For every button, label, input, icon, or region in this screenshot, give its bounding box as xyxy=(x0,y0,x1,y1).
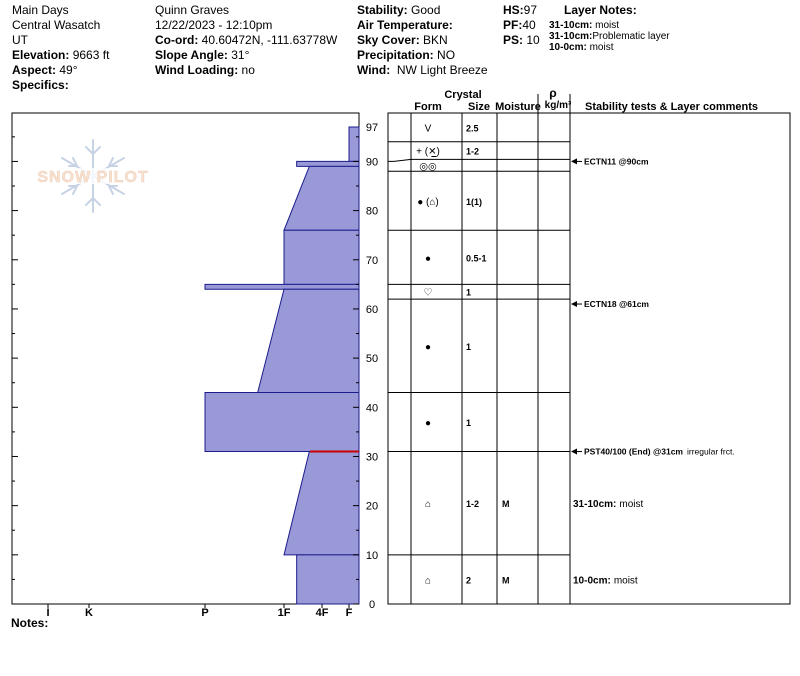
layer-comment: 31-10cm: moist xyxy=(573,499,644,511)
grain-form: ⌂ xyxy=(424,499,432,511)
sky-label: Sky Cover: xyxy=(357,33,420,47)
grain-size: 0.5-1 xyxy=(466,253,487,264)
observer-name: Quinn Graves xyxy=(155,3,230,17)
header-moisture: Moisture xyxy=(495,101,541,113)
wind-loading-value: no xyxy=(241,63,255,77)
stability-test-extra: irregular frct. xyxy=(687,446,735,457)
ps-label: PS: xyxy=(503,33,524,47)
grain-size: 1-2 xyxy=(466,146,480,157)
grain-size: 2 xyxy=(466,575,472,586)
header-location-2: Central Wasatch xyxy=(12,18,101,32)
sky-value: BKN xyxy=(423,33,448,47)
hardness-tick-label: I xyxy=(46,607,50,619)
header-size: Size xyxy=(467,101,491,113)
layer-note-label: 10-0cm: xyxy=(549,42,587,53)
stability-test-label: ECTN11 @90cm xyxy=(584,156,649,167)
depth-tick-label: 60 xyxy=(365,303,379,316)
layer-note-label: 31-10cm: xyxy=(549,20,593,31)
layer-note-text: moist xyxy=(589,42,614,53)
layer-comment-text: moist xyxy=(613,575,638,587)
observation-datetime: 12/22/2023 - 12:10pm xyxy=(155,18,273,32)
snowpilot-watermark xyxy=(34,140,153,212)
hardness-layer xyxy=(297,161,359,166)
arrow-head-icon xyxy=(571,449,577,455)
depth-tick-label: 80 xyxy=(365,205,379,218)
grain-form: + (✕̲) xyxy=(416,146,440,158)
stability-test-label: PST40/100 (End) @31cm irregular frct. xyxy=(584,446,735,457)
grain-size: 2.5 xyxy=(466,123,479,134)
grain-form: ♡ xyxy=(423,287,433,299)
wind-value: NW Light Breeze xyxy=(396,63,488,77)
wind-loading-label: Wind Loading: xyxy=(155,63,239,77)
elevation-value: 9663 ft xyxy=(72,48,110,62)
depth-tick-label: 50 xyxy=(365,353,379,366)
layer-comment: 10-0cm: moist xyxy=(573,575,638,587)
precip-label: Precipitation: xyxy=(357,48,434,62)
layer-table-frame xyxy=(388,113,790,604)
hardness-tick-label: K xyxy=(85,607,93,619)
hardness-layer xyxy=(205,393,359,452)
arrow-head-icon xyxy=(571,158,577,164)
header-rho: ρ xyxy=(549,86,557,100)
grain-form: ◎◎ xyxy=(419,161,437,173)
moisture-value: M xyxy=(502,575,510,586)
slope-value: 31° xyxy=(231,48,250,62)
aspect-value: 49° xyxy=(59,63,78,77)
stability-value: Good xyxy=(411,3,441,17)
grain-size: 1 xyxy=(466,341,472,352)
slope-label: Slope Angle: xyxy=(155,48,228,62)
header-location-1: Main Days xyxy=(12,3,69,17)
depth-tick-label: 10 xyxy=(365,549,379,562)
grain-size: 1 xyxy=(466,287,472,298)
grain-form: ● xyxy=(424,418,432,430)
hs-value: 97 xyxy=(523,3,538,17)
watermark-text: SNOW PILOT xyxy=(37,169,149,186)
grain-form: ● xyxy=(424,253,432,265)
stability-label: Stability: xyxy=(357,3,408,17)
depth-tick-label: 20 xyxy=(365,500,379,513)
specifics-label: Specifics: xyxy=(12,78,69,92)
header-form: Form xyxy=(414,101,442,113)
ps-value: 10 xyxy=(526,33,540,47)
depth-tick-label: 30 xyxy=(365,451,379,464)
layer-note-label: 31-10cm: xyxy=(549,31,593,42)
depth-tick-label: 40 xyxy=(365,402,379,415)
depth-tick-label: 0 xyxy=(368,599,376,611)
hardness-layer xyxy=(284,166,359,230)
grain-size: 1-2 xyxy=(466,499,480,510)
hardness-tick-label: 1F xyxy=(277,607,291,619)
header-density: kg/m³ xyxy=(544,100,572,111)
aspect-label: Aspect: xyxy=(12,63,57,77)
layer-note-text: Problematic layer xyxy=(592,31,670,42)
depth-tick-label: 70 xyxy=(365,254,379,267)
depth-tick-label: 97 xyxy=(365,122,379,134)
layer-comment-text: moist xyxy=(619,499,644,511)
stability-test-label: ECTN18 @61cm xyxy=(584,299,649,310)
header-stability-tests: Stability tests & Layer comments xyxy=(585,101,759,113)
precip-value: NO xyxy=(437,48,456,62)
air-temp-label: Air Temperature: xyxy=(357,18,453,32)
header-crystal: Crystal xyxy=(444,89,482,101)
grain-form: ⌂ xyxy=(424,575,432,587)
hardness-tick-label: P xyxy=(201,607,209,619)
pf-label: PF: xyxy=(503,18,523,32)
grain-size: 1(1) xyxy=(466,196,483,207)
header-location-3: UT xyxy=(12,33,28,47)
arrow-head-icon xyxy=(571,301,577,307)
hardness-tick-label: 4F xyxy=(315,607,329,619)
hardness-layer xyxy=(284,230,359,284)
hardness-tick-label: F xyxy=(345,607,353,619)
coord-value: 40.60472N, -111.63778W xyxy=(201,33,338,47)
hardness-layer xyxy=(205,284,359,289)
hardness-layer xyxy=(349,127,359,161)
grain-form: ● (⌂) xyxy=(417,196,439,208)
hardness-layer xyxy=(258,289,359,392)
layer-note-text: moist xyxy=(595,20,620,31)
elevation-label: Elevation: xyxy=(12,48,70,62)
hardness-layer xyxy=(284,452,359,555)
grain-form: ● xyxy=(424,341,432,353)
notes-label: Notes: xyxy=(11,616,49,630)
depth-connector xyxy=(388,159,411,161)
depth-tick-label: 90 xyxy=(365,156,379,169)
pf-value: 40 xyxy=(522,18,536,32)
grain-size: 1 xyxy=(466,418,472,429)
moisture-value: M xyxy=(502,499,510,510)
wind-label: Wind: xyxy=(357,63,391,77)
grain-form: V xyxy=(424,123,432,135)
hardness-layer xyxy=(297,555,359,604)
hs-label: HS: xyxy=(503,3,524,17)
layer-notes-title: Layer Notes: xyxy=(564,3,637,17)
coord-label: Co-ord: xyxy=(155,33,199,47)
